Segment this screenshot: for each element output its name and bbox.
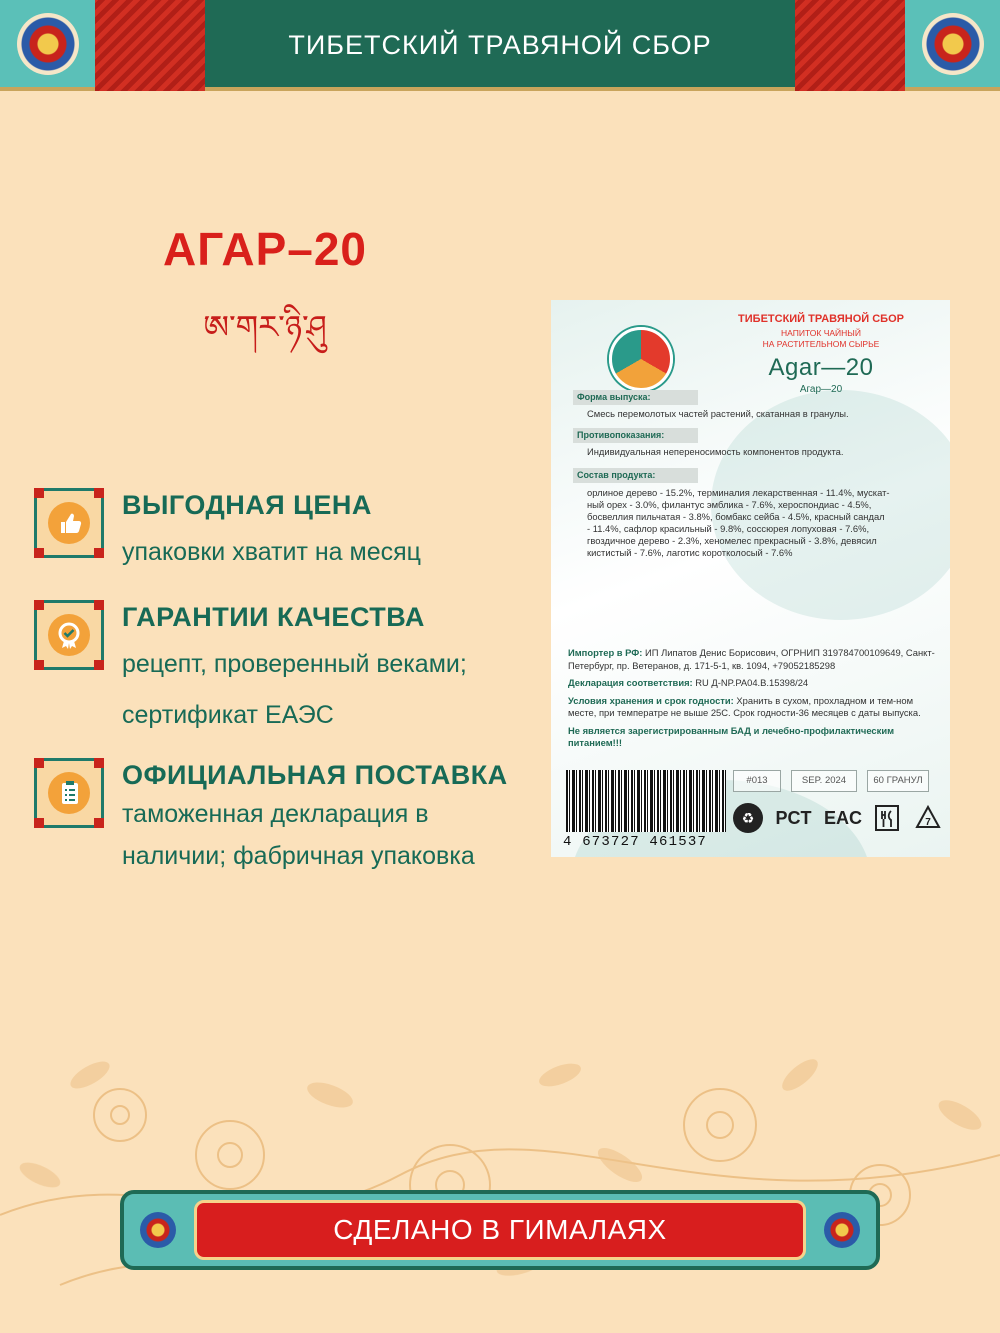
top-banner-title: ТИБЕТСКИЙ ТРАВЯНОЙ СБОР bbox=[288, 30, 712, 60]
ornament-tile-right bbox=[905, 0, 1000, 91]
feature-description-line: упаковки хватит на месяц bbox=[122, 538, 421, 566]
eac-mark: EAC bbox=[823, 807, 862, 828]
barcode bbox=[566, 770, 726, 832]
thumbs-up-coins-icon bbox=[48, 502, 90, 544]
feature-description-line: рецепт, проверенный веками; bbox=[122, 650, 467, 678]
product-title: АГАР–20 bbox=[162, 223, 368, 275]
top-banner bbox=[0, 0, 1000, 91]
label-header bbox=[711, 313, 931, 395]
clipboard-checklist-icon bbox=[48, 772, 90, 814]
form-section-text: Смесь перемолотых частей растений, скатанная в гранулы. bbox=[587, 408, 849, 419]
barcode-number: 4 673727 461537 bbox=[563, 834, 708, 850]
dragon-pattern-left bbox=[95, 0, 205, 91]
brand-logo-icon bbox=[609, 327, 673, 391]
floral-ornament bbox=[0, 1035, 1000, 1325]
granule-count: 60 ГРАНУЛ bbox=[867, 770, 929, 792]
composition-label: Состав продукта: bbox=[573, 468, 698, 483]
feature-description-line: сертификат ЕАЭС bbox=[122, 701, 334, 729]
feature-description bbox=[122, 646, 542, 734]
form-section-label: Форма выпуска: bbox=[573, 390, 698, 405]
quality-badge-icon bbox=[48, 614, 90, 656]
importer-info: Импортер в РФ: ИП Липатов Денис Борисович, ОГРНИП 319784700109649, Санкт-Петербург, пр. Ветеранов, д. 171-5-1, кв. 1094, +79052185298 Декларация соответствия: RU Д-NP.PA04.B.15398/24 Условия хранения и срок годности: Хранить в сухом, прохладном и тем-ном месте, при темпеpатре не выше 25С. Срок годности-36 месяцев с даты выпуска. Не является зарегистрированным БАД и лечебно-профилактическим питанием!!! bbox=[568, 647, 938, 755]
feature-description-line: таможенная декларация в bbox=[122, 800, 429, 828]
ornament-tile-left bbox=[0, 0, 95, 91]
feature-heading: ОФИЦИАЛЬНАЯ ПОСТАВКА bbox=[122, 760, 508, 790]
product-title-tibetan: ཨ་གར་ཉི་ཤུ bbox=[203, 309, 327, 345]
bottom-banner-title: СДЕЛАНО В ГИМАЛАЯХ bbox=[333, 1214, 667, 1245]
contraindications-text: Индивидуальная непереносимость компонентов продукта. bbox=[587, 446, 844, 457]
feature-description-line: наличии; фабричная упаковка bbox=[122, 842, 475, 870]
feature-heading: ГАРАНТИИ КАЧЕСТВА bbox=[122, 602, 425, 632]
feature-description bbox=[122, 796, 542, 875]
medallion-icon bbox=[17, 13, 79, 75]
feature-heading: ВЫГОДНАЯ ЦЕНА bbox=[122, 490, 372, 520]
product-label bbox=[551, 300, 950, 857]
production-date: SEP. 2024 bbox=[791, 770, 857, 792]
bottom-banner bbox=[120, 1190, 880, 1270]
recycling-triangle-icon bbox=[913, 803, 943, 833]
feature-description bbox=[122, 534, 542, 571]
feature-icon-frame bbox=[34, 600, 104, 670]
feature-icon-frame bbox=[34, 488, 104, 558]
medallion-icon bbox=[140, 1212, 176, 1248]
label-product-name: Agar—20 bbox=[768, 354, 874, 381]
label-header-title: ТИБЕТСКИЙ ТРАВЯНОЙ СБОР bbox=[738, 313, 904, 325]
recycle-icon: ♻ bbox=[733, 803, 763, 833]
contraindications-label: Противопоказания: bbox=[573, 428, 698, 443]
label-product-name-ru: Агар—20 bbox=[799, 384, 843, 395]
label-header-sub: НАПИТОК ЧАЙНЫЙ НА РАСТИТЕЛЬНОМ СЫРЬЕ bbox=[762, 328, 880, 349]
food-safe-icon bbox=[874, 803, 900, 833]
medallion-icon bbox=[824, 1212, 860, 1248]
rst-mark: PCT bbox=[775, 807, 812, 828]
composition-text: орлиное дерево - 15.2%, терминалия лекарственная - 11.4%, мускат- ный орех - 3.0%, филантус эмблика - 7.6%, хероспондиас - 4.5%, босвеллия пильчатая - 3.8%, бомбакс сейба - 4.5%, красный сандал - 11.4%, сафлор красильный - 9.8%, соссюрея лопуховая - 7.6%, гвоздичное дерево - 2.3%, хеномелес прекрасный - 3.8%, девясил кистистый - 7.6%, лаготис коротколосый - 7.6% bbox=[587, 487, 890, 558]
svg-text:7: 7 bbox=[925, 817, 931, 828]
dragon-pattern-right bbox=[795, 0, 905, 91]
certification-marks bbox=[733, 802, 943, 834]
medallion-icon bbox=[922, 13, 984, 75]
feature-icon-frame bbox=[34, 758, 104, 828]
batch-number: #013 bbox=[733, 770, 781, 792]
label-warning: Не является зарегистрированным БАД и лечебно-профилактическим питанием!!! bbox=[568, 724, 895, 748]
